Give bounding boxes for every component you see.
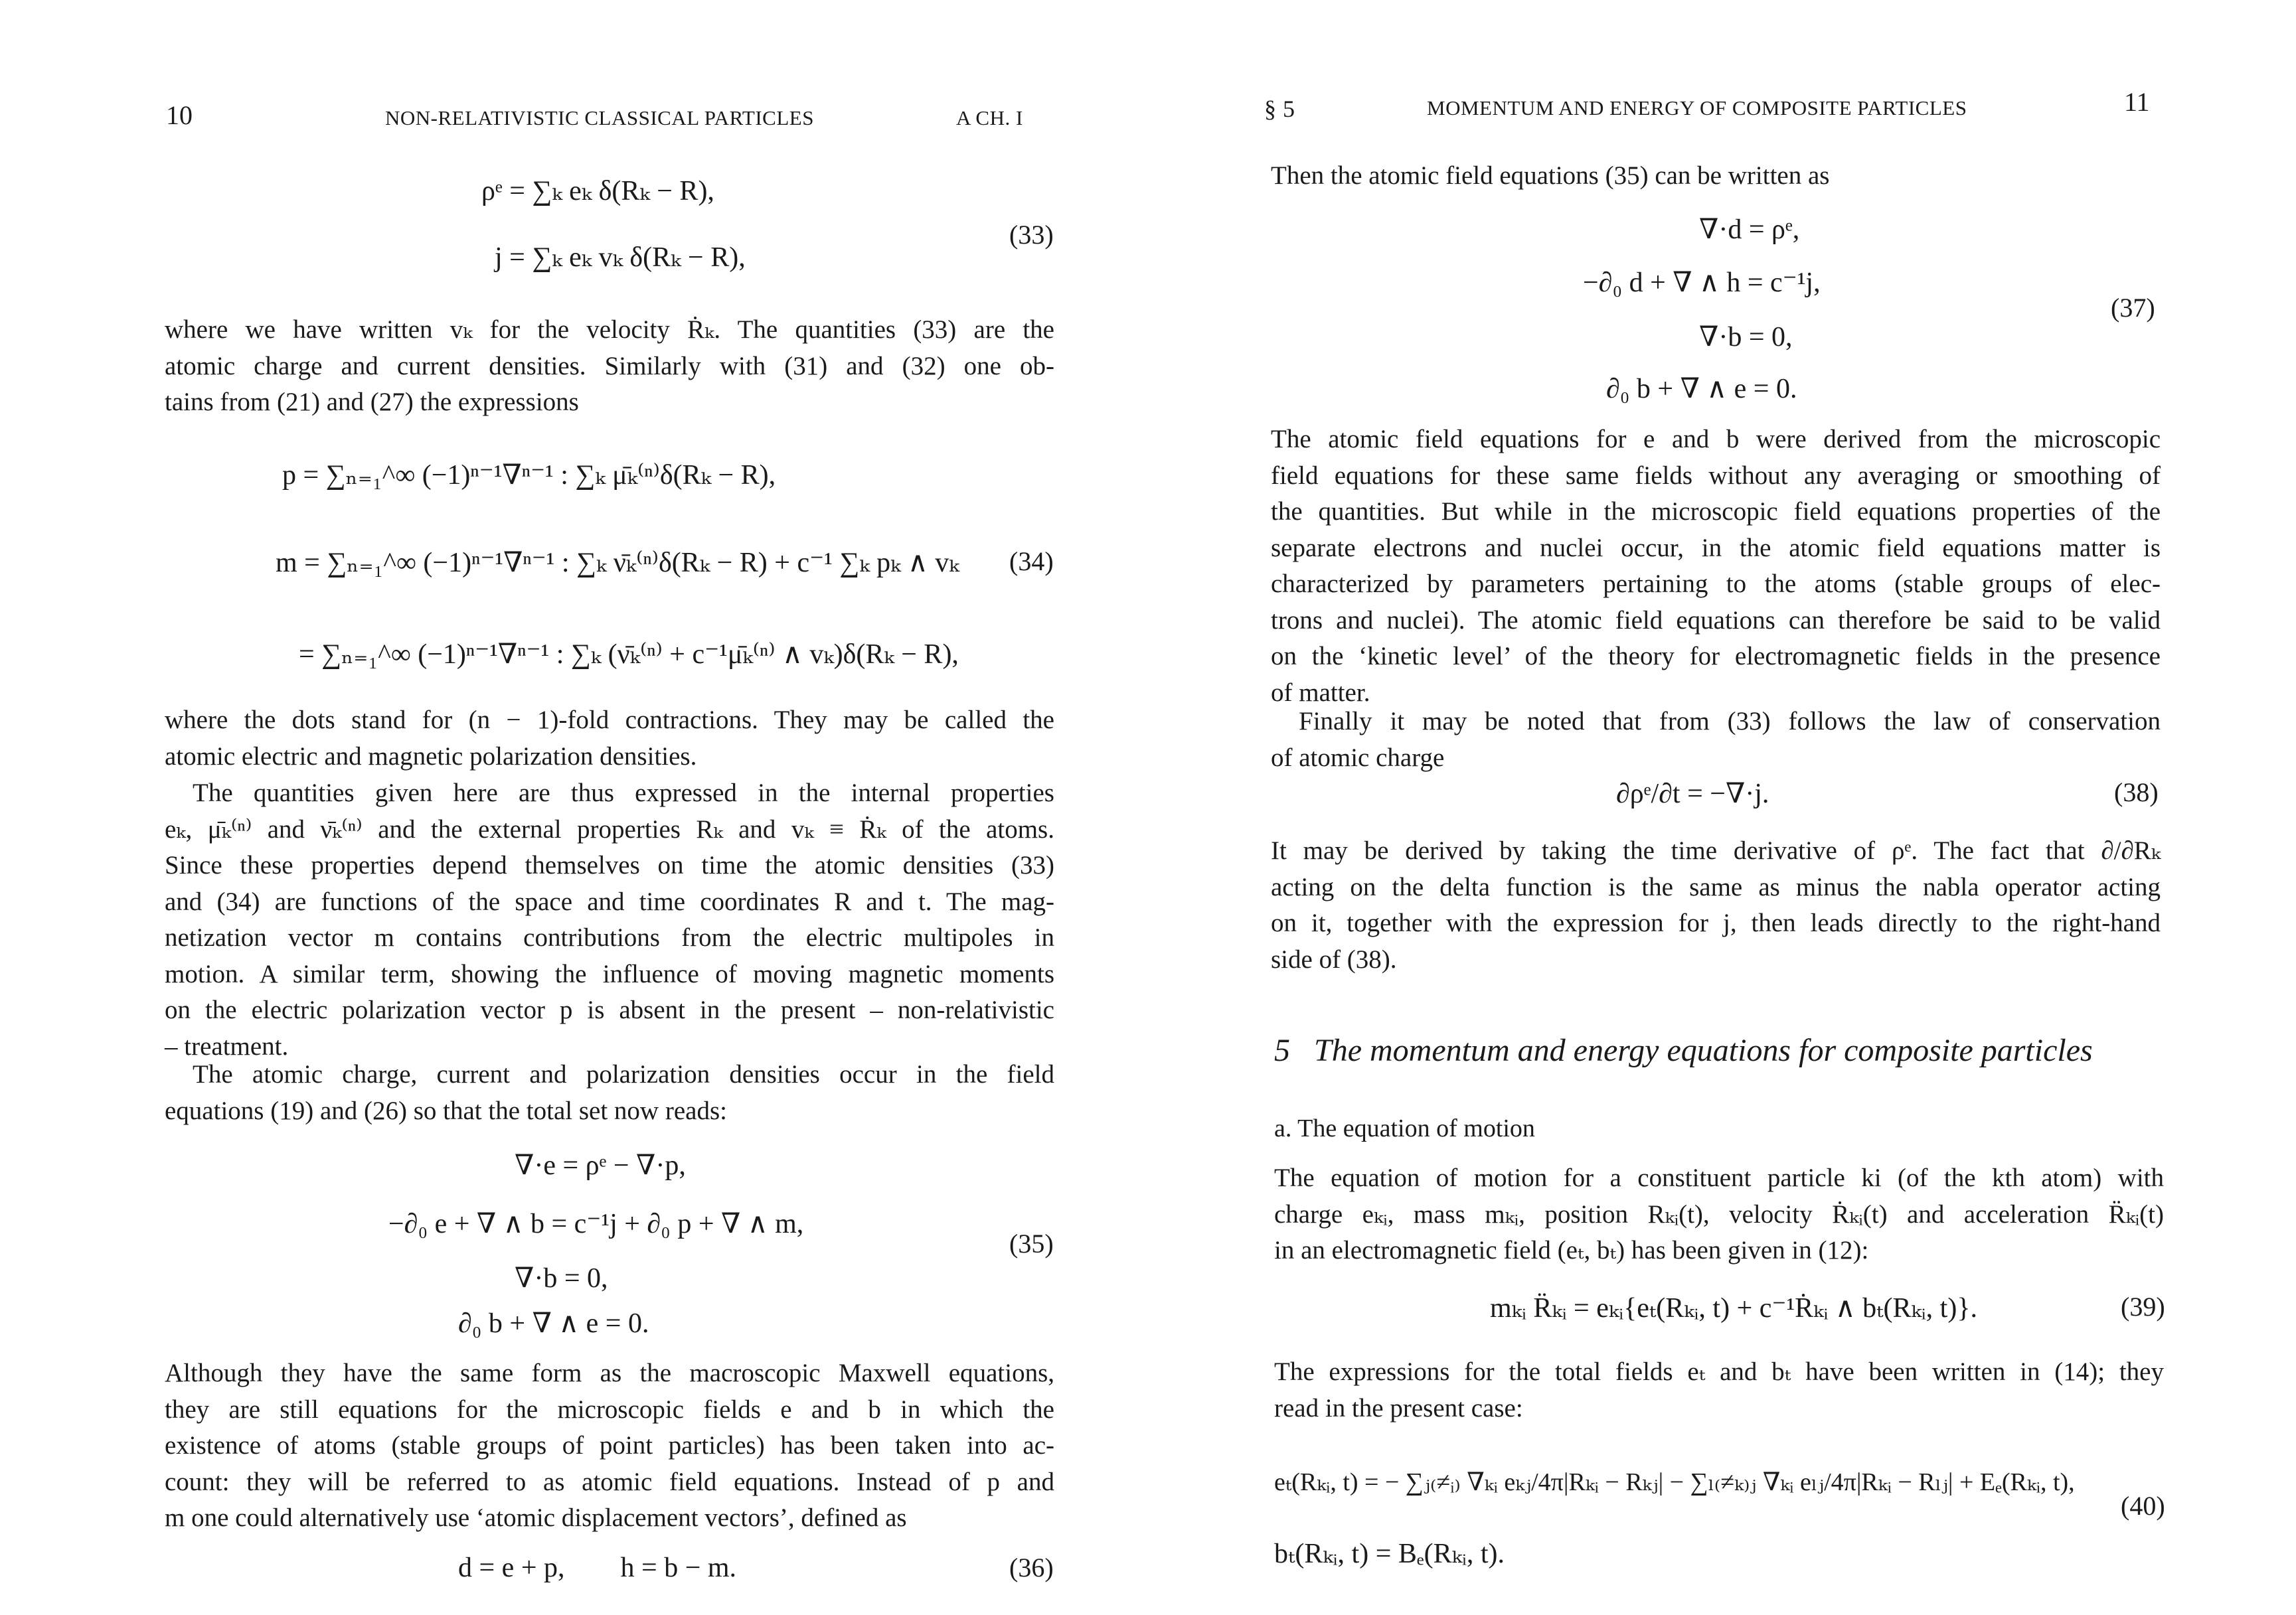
equation-34-line-1: p = ∑ₙ₌₁^∞ (−1)ⁿ⁻¹∇ⁿ⁻¹ : ∑ₖ μ̄ₖ⁽ⁿ⁾δ(Rₖ − R), <box>282 460 776 491</box>
equation-40-line-2: bₜ(Rₖᵢ, t) = Bₑ(Rₖᵢ, t). <box>1274 1539 1505 1569</box>
running-head: NON-RELATIVISTIC CLASSICAL PARTICLES <box>385 106 814 129</box>
equation-37-line-2: −∂₀ d + ∇ ∧ h = c⁻¹j, <box>1583 268 1821 298</box>
text-line: eₖ, μ̄ₖ⁽ⁿ⁾ and ν̄ₖ⁽ⁿ⁾ and the external properties Rₖ and vₖ ≡ Ṙₖ of the atoms. <box>165 814 1054 844</box>
paragraph <box>165 1057 1054 1129</box>
paragraph <box>165 775 1054 1065</box>
text-line: The atomic charge, current and polarization densities occur in the field <box>193 1060 1054 1089</box>
text-line: of atomic charge <box>1271 743 1445 772</box>
equation-number: (34) <box>1009 546 1054 576</box>
subsection-heading: a. The equation of motion <box>1274 1115 1535 1142</box>
text-line: acting on the delta function is the same as minus the nabla operator acting <box>1271 872 2161 901</box>
paragraph <box>165 1355 1054 1537</box>
equation-35-line-2: −∂₀ e + ∇ ∧ b = c⁻¹j + ∂₀ p + ∇ ∧ m, <box>388 1209 804 1239</box>
equation-35-line-4: ∂₀ b + ∇ ∧ e = 0. <box>458 1308 649 1339</box>
paragraph <box>165 702 1054 775</box>
paragraph <box>1274 1160 2164 1269</box>
equation-number: (39) <box>2121 1292 2165 1322</box>
equation-35-line-1: ∇·e = ρᵉ − ∇·p, <box>515 1150 686 1181</box>
equation-number: (40) <box>2121 1491 2165 1521</box>
text-line: field equations for these same fields without any averaging or smoothing of <box>1271 461 2161 490</box>
text-line: trons and nuclei). The atomic field equations can therefore be said to be valid <box>1271 605 2161 635</box>
text-line: on it, together with the expression for j, then leads directly to the right-hand <box>1271 909 2161 937</box>
equation-39: mₖᵢ R̈ₖᵢ = eₖᵢ{eₜ(Rₖᵢ, t) + c⁻¹Ṙₖᵢ ∧ bₜ(Rₖᵢ, t)}. <box>1490 1293 1977 1324</box>
paragraph <box>1274 1354 2164 1426</box>
equation-number: (37) <box>2111 293 2155 323</box>
text-line: The quantities given here are thus expressed in the internal properties <box>193 779 1054 807</box>
text-line: on the electric polarization vector p is absent in the present – non-relativistic <box>165 996 1054 1024</box>
text-line: in an electromagnetic field (eₜ, bₜ) has been given in (12): <box>1274 1236 1869 1265</box>
equation-number: (36) <box>1009 1553 1054 1582</box>
text-line: – treatment. <box>165 1032 289 1061</box>
running-head-chapter: A CH. I <box>956 106 1023 129</box>
text-line: count: they will be referred to as atomic field equations. Instead of p and <box>165 1467 1054 1496</box>
equation-37-line-4: ∂₀ b + ∇ ∧ e = 0. <box>1606 374 1797 404</box>
equation-number: (38) <box>2114 777 2159 807</box>
running-head: MOMENTUM AND ENERGY OF COMPOSITE PARTICLES <box>1427 96 1967 119</box>
section-mark: § 5 <box>1264 96 1295 122</box>
text-line: motion. A similar term, showing the influence of moving magnetic moments <box>165 959 1054 988</box>
text-line: of matter. <box>1271 678 1370 707</box>
paragraph <box>165 312 1054 421</box>
text-line: The atomic field equations for e and b were derived from the microscopic <box>1271 425 2161 453</box>
equation-37-line-3: ∇·b = 0, <box>1699 322 1793 352</box>
text-line: equations (19) and (26) so that the total set now reads: <box>165 1096 727 1125</box>
equation-number: (35) <box>1009 1229 1054 1259</box>
equation-37-line-1: ∇·d = ρᵉ, <box>1699 214 1800 245</box>
paragraph <box>1271 704 2161 776</box>
text-line: the quantities. But while in the microscopic field equations properties of the <box>1271 497 2161 526</box>
text-line: existence of atoms (stable groups of point particles) has been taken into ac- <box>165 1431 1054 1460</box>
text-line: The expressions for the total fields eₜ and bₜ have been written in (14); they <box>1274 1357 2164 1386</box>
text-line: and (34) are functions of the space and time coordinates R and t. The mag- <box>165 887 1054 916</box>
equation-number: (33) <box>1009 220 1054 250</box>
text-line: Since these properties depend themselves on time the atomic densities (33) <box>165 851 1054 880</box>
text-line: It may be derived by taking the time derivative of ρᵉ. The fact that ∂/∂Rₖ <box>1271 836 2161 865</box>
text-line: Although they have the same form as the macroscopic Maxwell equations, <box>165 1359 1054 1387</box>
text-line: where the dots stand for (n − 1)-fold contractions. They may be called the <box>165 706 1054 734</box>
section-heading: 5 The momentum and energy equations for composite particles <box>1274 1033 2093 1068</box>
paragraph <box>1271 158 2161 194</box>
paragraph <box>1271 833 2161 978</box>
text-line: tains from (21) and (27) the expressions <box>165 388 579 416</box>
text-line: read in the present case: <box>1274 1393 1523 1423</box>
text-line: netization vector m contains contributions from the electric multipoles in <box>165 923 1054 952</box>
page-number: 10 <box>166 100 193 130</box>
equation-35-line-3: ∇·b = 0, <box>515 1263 608 1294</box>
text-line: on the ‘kinetic level’ of the theory for electromagnetic fields in the presence <box>1271 642 2161 670</box>
text-line: charge eₖᵢ, mass mₖᵢ, position Rₖᵢ(t), velocity Ṙₖᵢ(t) and acceleration R̈ₖᵢ(t) <box>1274 1199 2164 1229</box>
text-line: characterized by parameters pertaining to the atoms (stable groups of elec- <box>1271 570 2161 598</box>
text-line: atomic charge and current densities. Similarly with (31) and (32) one ob- <box>165 351 1054 380</box>
paragraph <box>1271 422 2161 711</box>
text-line: The equation of motion for a constituent particle ki (of the kth atom) with <box>1274 1164 2164 1192</box>
equation-34-line-2: m = ∑ₙ₌₁^∞ (−1)ⁿ⁻¹∇ⁿ⁻¹ : ∑ₖ ν̄ₖ⁽ⁿ⁾δ(Rₖ − R) + c⁻¹ ∑ₖ pₖ ∧ vₖ <box>276 548 959 578</box>
equation-36: d = e + p, h = b − m. <box>458 1553 737 1583</box>
equation-33-line-1: ρᵉ = ∑ₖ eₖ δ(Rₖ − R), <box>481 176 714 206</box>
text-line: side of (38). <box>1271 945 1397 974</box>
equation-33-line-2: j = ∑ₖ eₖ vₖ δ(Rₖ − R), <box>495 242 746 273</box>
page-number: 11 <box>2124 87 2150 117</box>
text-line: separate electrons and nuclei occur, in the atomic field equations matter is <box>1271 533 2161 562</box>
equation-40-line-1: eₜ(Rₖᵢ, t) = − ∑ⱼ₍≠ᵢ₎ ∇ₖᵢ eₖⱼ/4π|Rₖᵢ − Rₖⱼ| − ∑ₗ₍≠ₖ₎ⱼ ∇ₖᵢ eₗⱼ/4π|Rₖᵢ − Rₗⱼ| + Eₑ(Rₖᵢ, t), <box>1274 1468 2075 1496</box>
text-line: Finally it may be noted that from (33) follows the law of conservation <box>1299 707 2161 735</box>
text-line: where we have written vₖ for the velocity Ṙₖ. The quantities (33) are the <box>165 315 1054 344</box>
equation-38: ∂ρᵉ/∂t = −∇·j. <box>1616 779 1769 809</box>
equation-34-line-3: = ∑ₙ₌₁^∞ (−1)ⁿ⁻¹∇ⁿ⁻¹ : ∑ₖ (ν̄ₖ⁽ⁿ⁾ + c⁻¹μ̄ₖ⁽ⁿ⁾ ∧ vₖ)δ(Rₖ − R), <box>299 639 959 670</box>
text-line: m one could alternatively use ‘atomic displacement vectors’, defined as <box>165 1503 907 1532</box>
right-page <box>1148 0 2296 1615</box>
text-line: atomic electric and magnetic polarization densities. <box>165 741 697 771</box>
text-line: Then the atomic field equations (35) can be written as <box>1271 161 1830 190</box>
text-line: they are still equations for the microscopic fields e and b in which the <box>165 1395 1054 1424</box>
